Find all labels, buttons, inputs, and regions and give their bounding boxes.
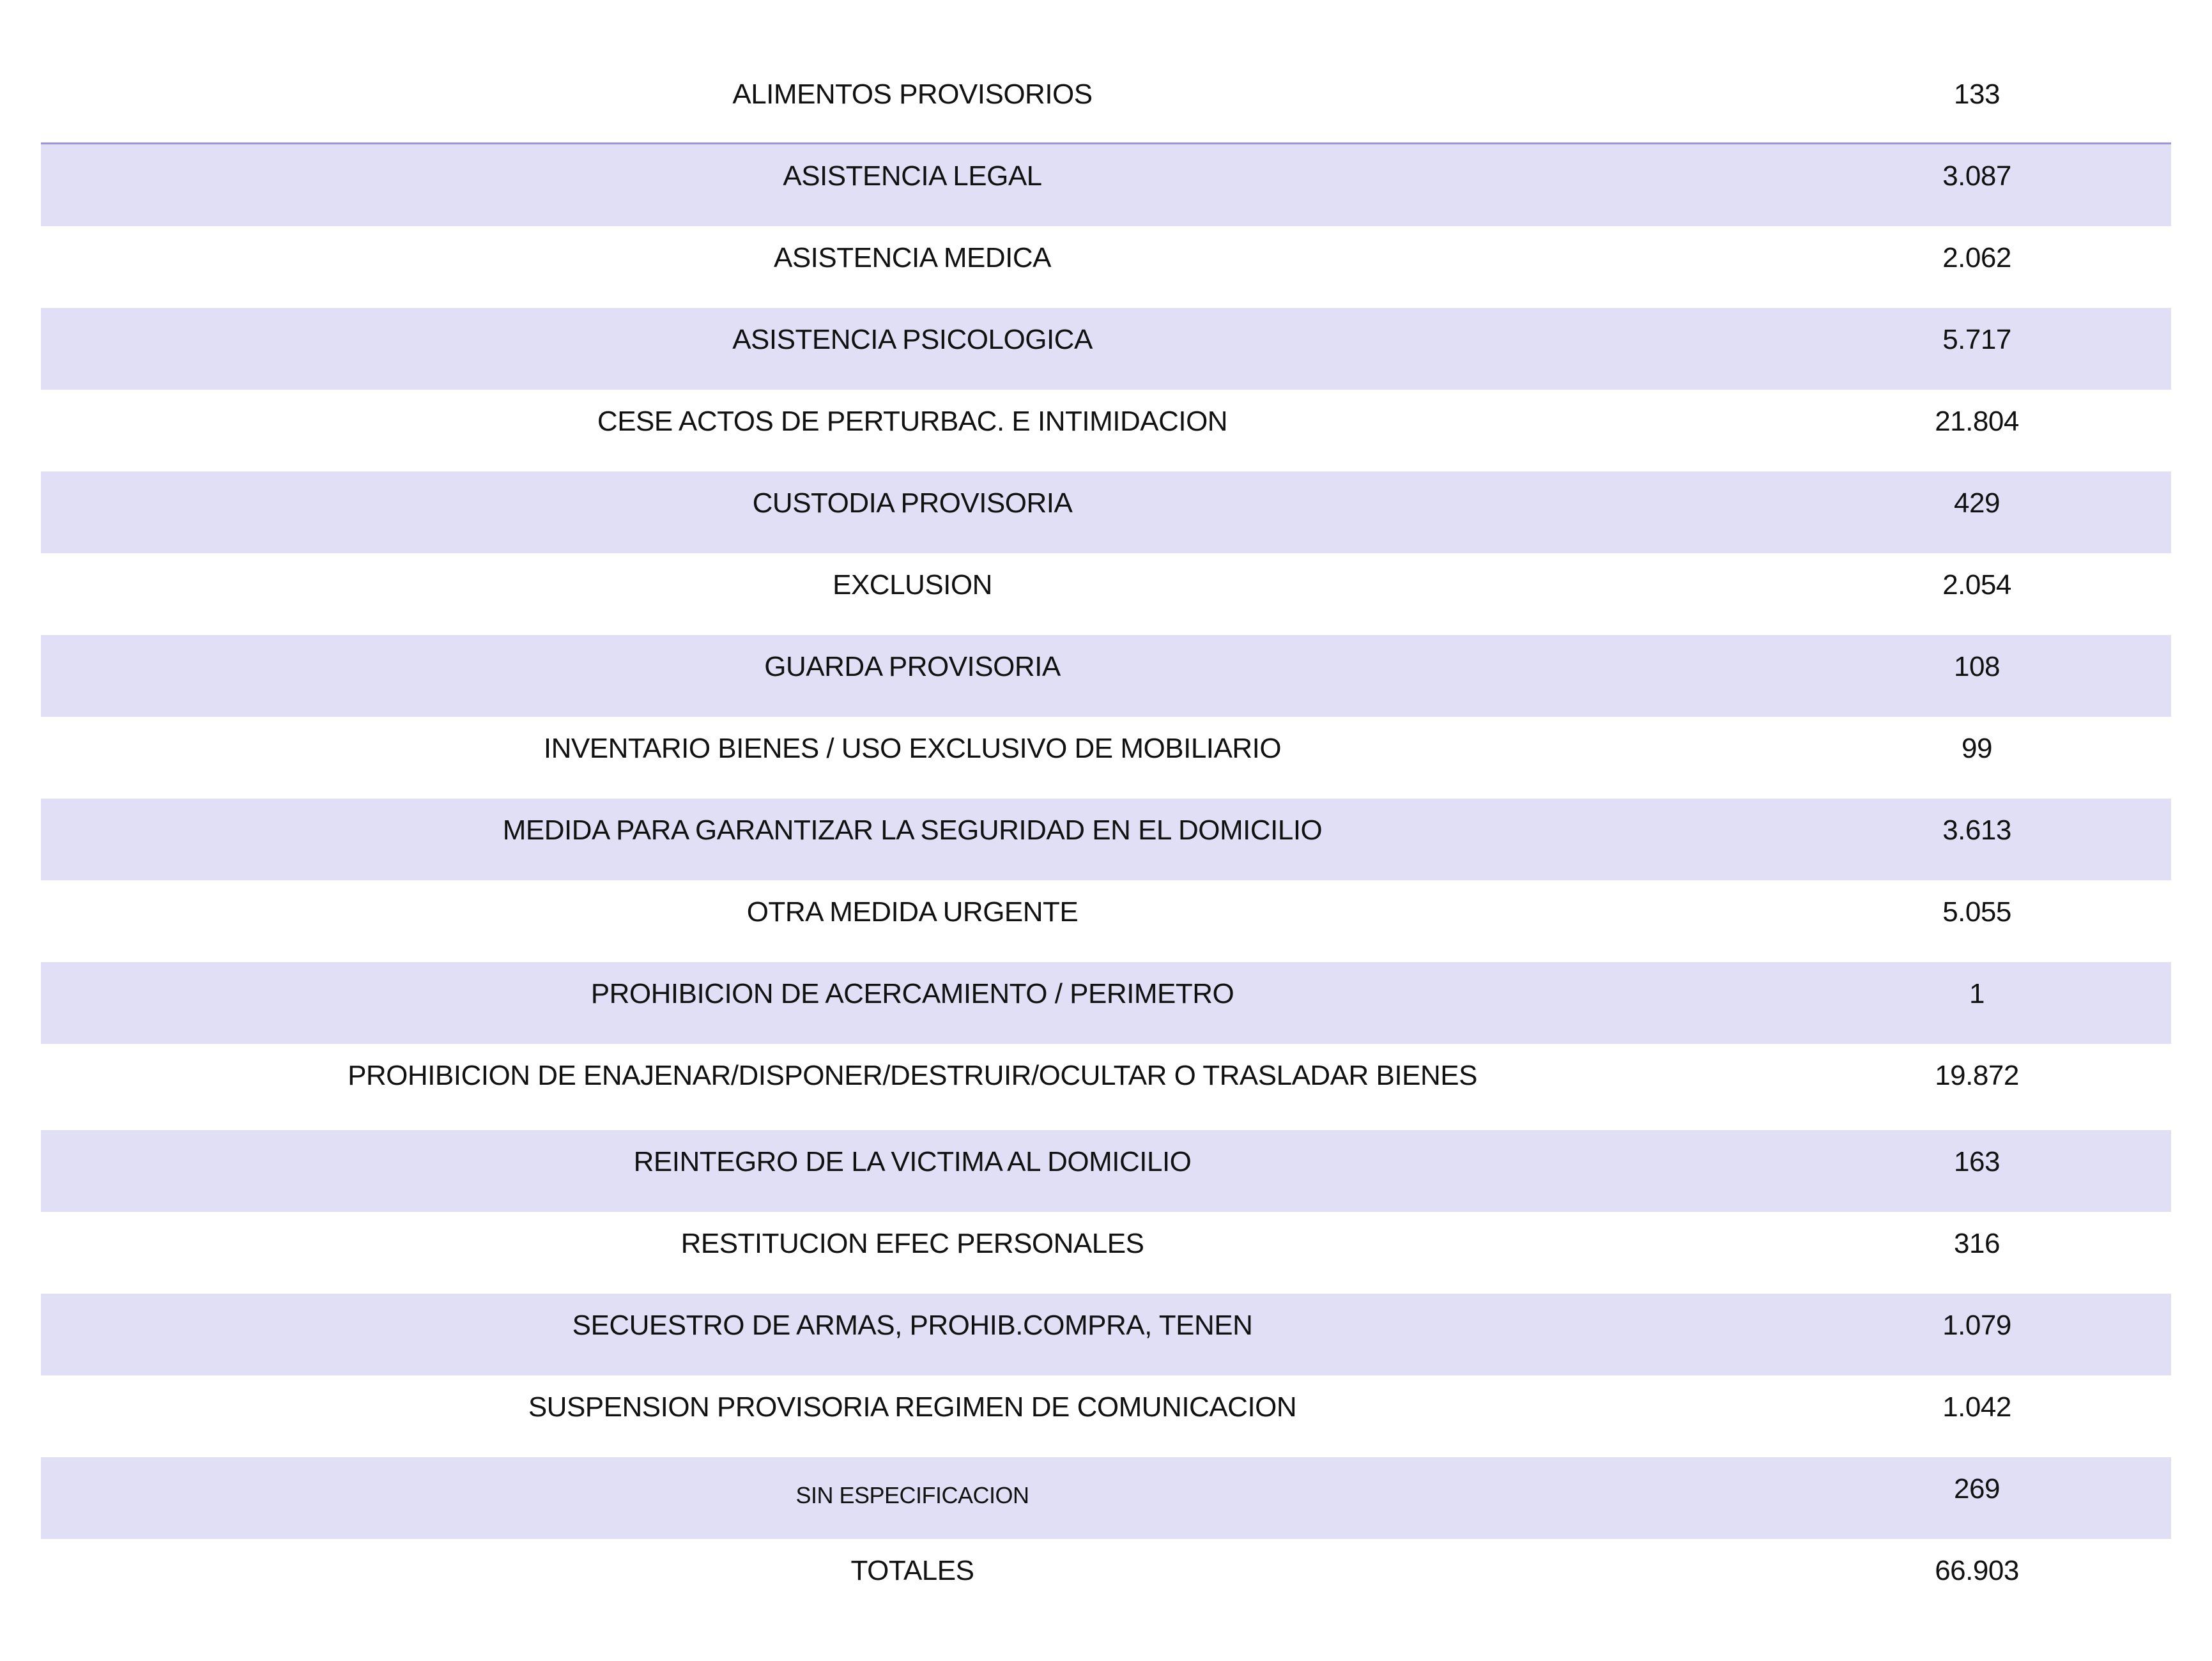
table-row [41,799,2171,880]
measures-table [41,63,2171,1621]
row-label: ALIMENTOS PROVISORIOS [732,79,1093,110]
row-label: CUSTODIA PROVISORIA [752,487,1073,519]
row-value: 3.613 [1942,815,2011,846]
row-value: 5.717 [1942,324,2011,355]
table-row [41,717,2171,799]
row-value: 1.079 [1942,1310,2011,1341]
row-label: SUSPENSION PROVISORIA REGIMEN DE COMUNICACION [528,1391,1297,1423]
row-value: 108 [1954,651,2000,682]
table-row [41,144,2171,226]
row-label: INVENTARIO BIENES / USO EXCLUSIVO DE MOBILIARIO [543,733,1282,764]
row-value: 99 [1962,733,1992,764]
table-row [41,962,2171,1044]
row-label: SIN ESPECIFICACION [795,1482,1029,1508]
table-row [41,471,2171,553]
table-row [41,553,2171,635]
row-value: 269 [1954,1473,2000,1504]
table-row [41,1212,2171,1294]
table-row [41,1130,2171,1212]
row-value: 19.872 [1935,1060,2019,1091]
row-value: 163 [1954,1146,2000,1177]
table-row [41,1457,2171,1539]
row-label: CESE ACTOS DE PERTURBAC. E INTIMIDACION [597,406,1228,437]
row-label: MEDIDA PARA GARANTIZAR LA SEGURIDAD EN EL DOMICILIO [502,815,1323,846]
row-label: GUARDA PROVISORIA [764,651,1061,682]
row-value: 5.055 [1942,896,2011,928]
row-label: REINTEGRO DE LA VICTIMA AL DOMICILIO [633,1146,1192,1177]
totals-value: 66.903 [1935,1555,2019,1586]
totals-row [41,1539,2171,1621]
table-row [41,880,2171,962]
row-label: ASISTENCIA PSICOLOGICA [732,324,1093,355]
row-label: ASISTENCIA MEDICA [773,242,1052,273]
row-value: 429 [1954,487,2000,519]
row-value: 2.062 [1942,242,2011,273]
row-label: OTRA MEDIDA URGENTE [746,896,1079,928]
table-row [41,1044,2171,1130]
row-value: 2.054 [1942,569,2011,601]
row-value: 316 [1954,1228,2000,1259]
row-value: 133 [1954,79,2000,110]
row-label: SECUESTRO DE ARMAS, PROHIB.COMPRA, TENEN [572,1310,1253,1341]
row-value: 1.042 [1942,1391,2011,1423]
row-label: RESTITUCION EFEC PERSONALES [680,1228,1144,1259]
table-row [41,226,2171,308]
table-row [41,308,2171,390]
totals-label: TOTALES [850,1555,974,1586]
row-label: PROHIBICION DE ACERCAMIENTO / PERIMETRO [590,978,1234,1009]
table-row [41,1294,2171,1375]
row-label: EXCLUSION [833,569,992,601]
row-value: 1 [1969,978,1985,1009]
row-value: 3.087 [1942,160,2011,192]
row-value: 21.804 [1935,406,2019,437]
table-row [41,63,2171,144]
row-label: PROHIBICION DE ENAJENAR/DISPONER/DESTRUIR/OCULTAR O TRASLADAR BIENES [348,1060,1477,1091]
row-label: ASISTENCIA LEGAL [783,160,1042,192]
table-row [41,1375,2171,1457]
table-row [41,390,2171,471]
table-row [41,635,2171,717]
